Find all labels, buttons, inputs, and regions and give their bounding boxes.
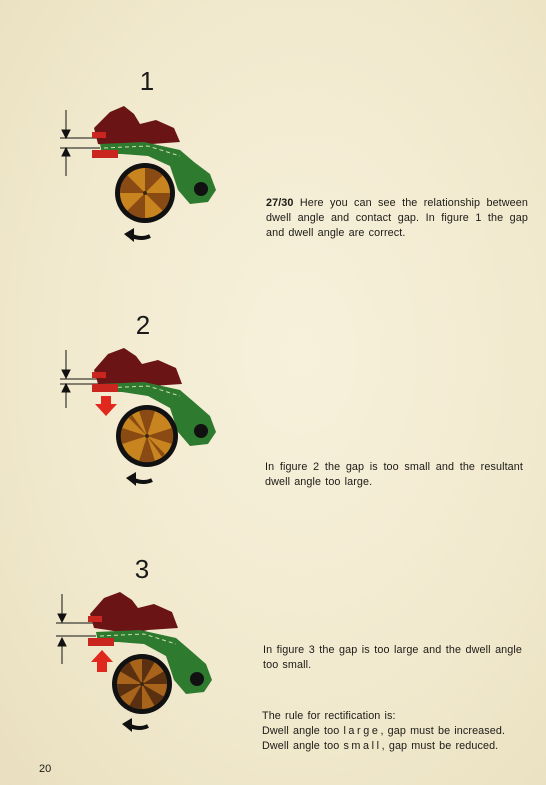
fixed-contact <box>92 372 106 378</box>
figure-number-2: 2 <box>135 310 151 340</box>
figure-2-breaker-diagram <box>52 342 232 492</box>
gap-dimension-marker <box>56 594 96 664</box>
rule-title: The rule for rectification is: <box>262 710 396 722</box>
figure-reference: 27/30 <box>266 197 294 209</box>
gap-direction-arrow-down <box>95 396 117 416</box>
page-number: 20 <box>39 763 52 775</box>
distributor-cam <box>116 405 178 467</box>
figure-3-breaker-diagram <box>48 588 228 738</box>
gap-dimension-marker <box>60 350 100 408</box>
rotation-arrow <box>134 480 152 482</box>
figure-1-breaker-diagram <box>52 98 232 243</box>
rule-line-small: Dwell angle too small, gap must be reduced. <box>262 740 499 752</box>
rule-line-large: Dwell angle too large, gap must be increased. <box>262 725 506 737</box>
contact-breaker-arm <box>90 592 178 634</box>
gap-direction-arrow-up <box>91 650 113 672</box>
moving-contact <box>92 384 118 392</box>
figure-number-3: 3 <box>134 554 150 584</box>
distributor-cam <box>115 163 175 223</box>
paragraph-1-body: Here you can see the relationship between dwell angle and contact gap. In figure 1 the gap and dwell angle are correct. <box>266 197 528 239</box>
fixed-contact <box>92 132 106 138</box>
paragraph-figure-3: In figure 3 the gap is too large and the dwell angle too small. <box>263 644 522 671</box>
rotation-arrow <box>132 236 150 238</box>
paragraph-figure-2: In figure 2 the gap is too small and the resultant dwell angle too large. <box>265 461 523 488</box>
fixed-contact <box>88 616 102 622</box>
paragraph-figure-1 <box>266 196 528 241</box>
rectification-rule <box>262 709 524 754</box>
moving-contact <box>88 638 114 646</box>
rotation-arrow <box>130 726 148 728</box>
gap-dimension-marker <box>60 110 100 176</box>
distributor-cam <box>112 654 172 714</box>
figure-number-1: 1 <box>139 66 155 96</box>
moving-contact <box>92 150 118 158</box>
